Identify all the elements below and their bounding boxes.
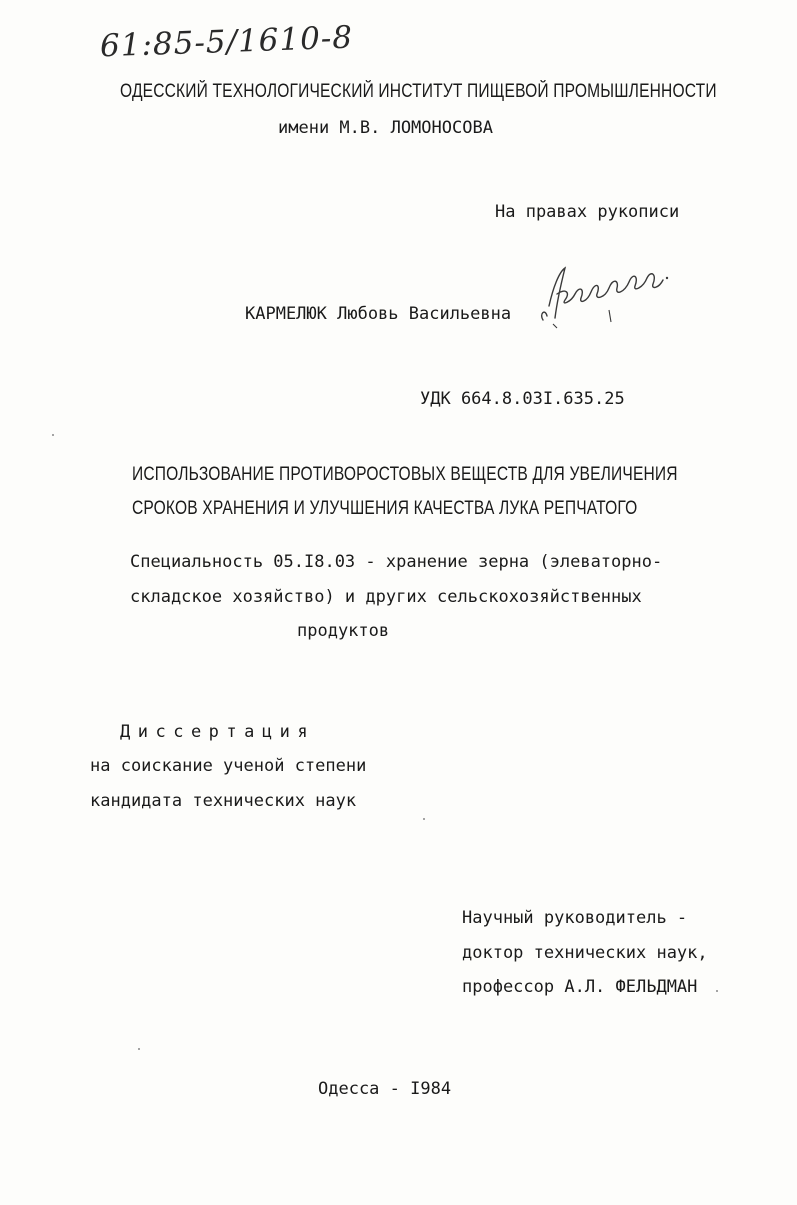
scan-speck: [138, 1048, 140, 1050]
specialty-line-1: Специальность 05.I8.03 - хранение зерна (элеваторно-: [130, 552, 663, 572]
scan-speck: [423, 818, 425, 820]
udc-code: УДК 664.8.03I.635.25: [420, 389, 625, 409]
institute-named-after: имени М.В. ЛОМОНОСОВА: [278, 118, 493, 138]
dissertation-line-1: на соискание ученой степени: [90, 756, 367, 776]
institute-name: ОДЕССКИЙ ТЕХНОЛОГИЧЕСКИЙ ИНСТИТУТ ПИЩЕВОЙ ПРОМЫШЛЕННОСТИ: [120, 81, 717, 102]
supervisor-line-1: Научный руководитель -: [462, 908, 688, 928]
scan-speck: [52, 434, 54, 436]
supervisor-line-3: профессор А.Л. ФЕЛЬДМАН: [462, 977, 698, 997]
title-line-1: ИСПОЛЬЗОВАНИЕ ПРОТИВОРОСТОВЫХ ВЕЩЕСТВ ДЛЯ УВЕЛИЧЕНИЯ: [132, 464, 678, 485]
place-year: Одесса - I984: [318, 1079, 452, 1099]
author-signature: [535, 258, 675, 338]
dissertation-heading: Диссертация: [120, 722, 316, 742]
title-line-2: СРОКОВ ХРАНЕНИЯ И УЛУЧШЕНИЯ КАЧЕСТВА ЛУКА РЕПЧАТОГО: [132, 498, 638, 519]
scan-speck: [716, 990, 718, 992]
specialty-line-2: складское хозяйство) и других сельскохозяйственных: [130, 587, 642, 607]
supervisor-line-2: доктор технических наук,: [462, 943, 708, 963]
manuscript-rights: На правах рукописи: [495, 202, 680, 222]
author-name: КАРМЕЛЮК Любовь Васильевна: [245, 304, 512, 324]
archive-number: 61:85-5/1610-8: [99, 19, 354, 65]
dissertation-line-2: кандидата технических наук: [90, 791, 357, 811]
specialty-line-3: продуктов: [297, 621, 390, 641]
